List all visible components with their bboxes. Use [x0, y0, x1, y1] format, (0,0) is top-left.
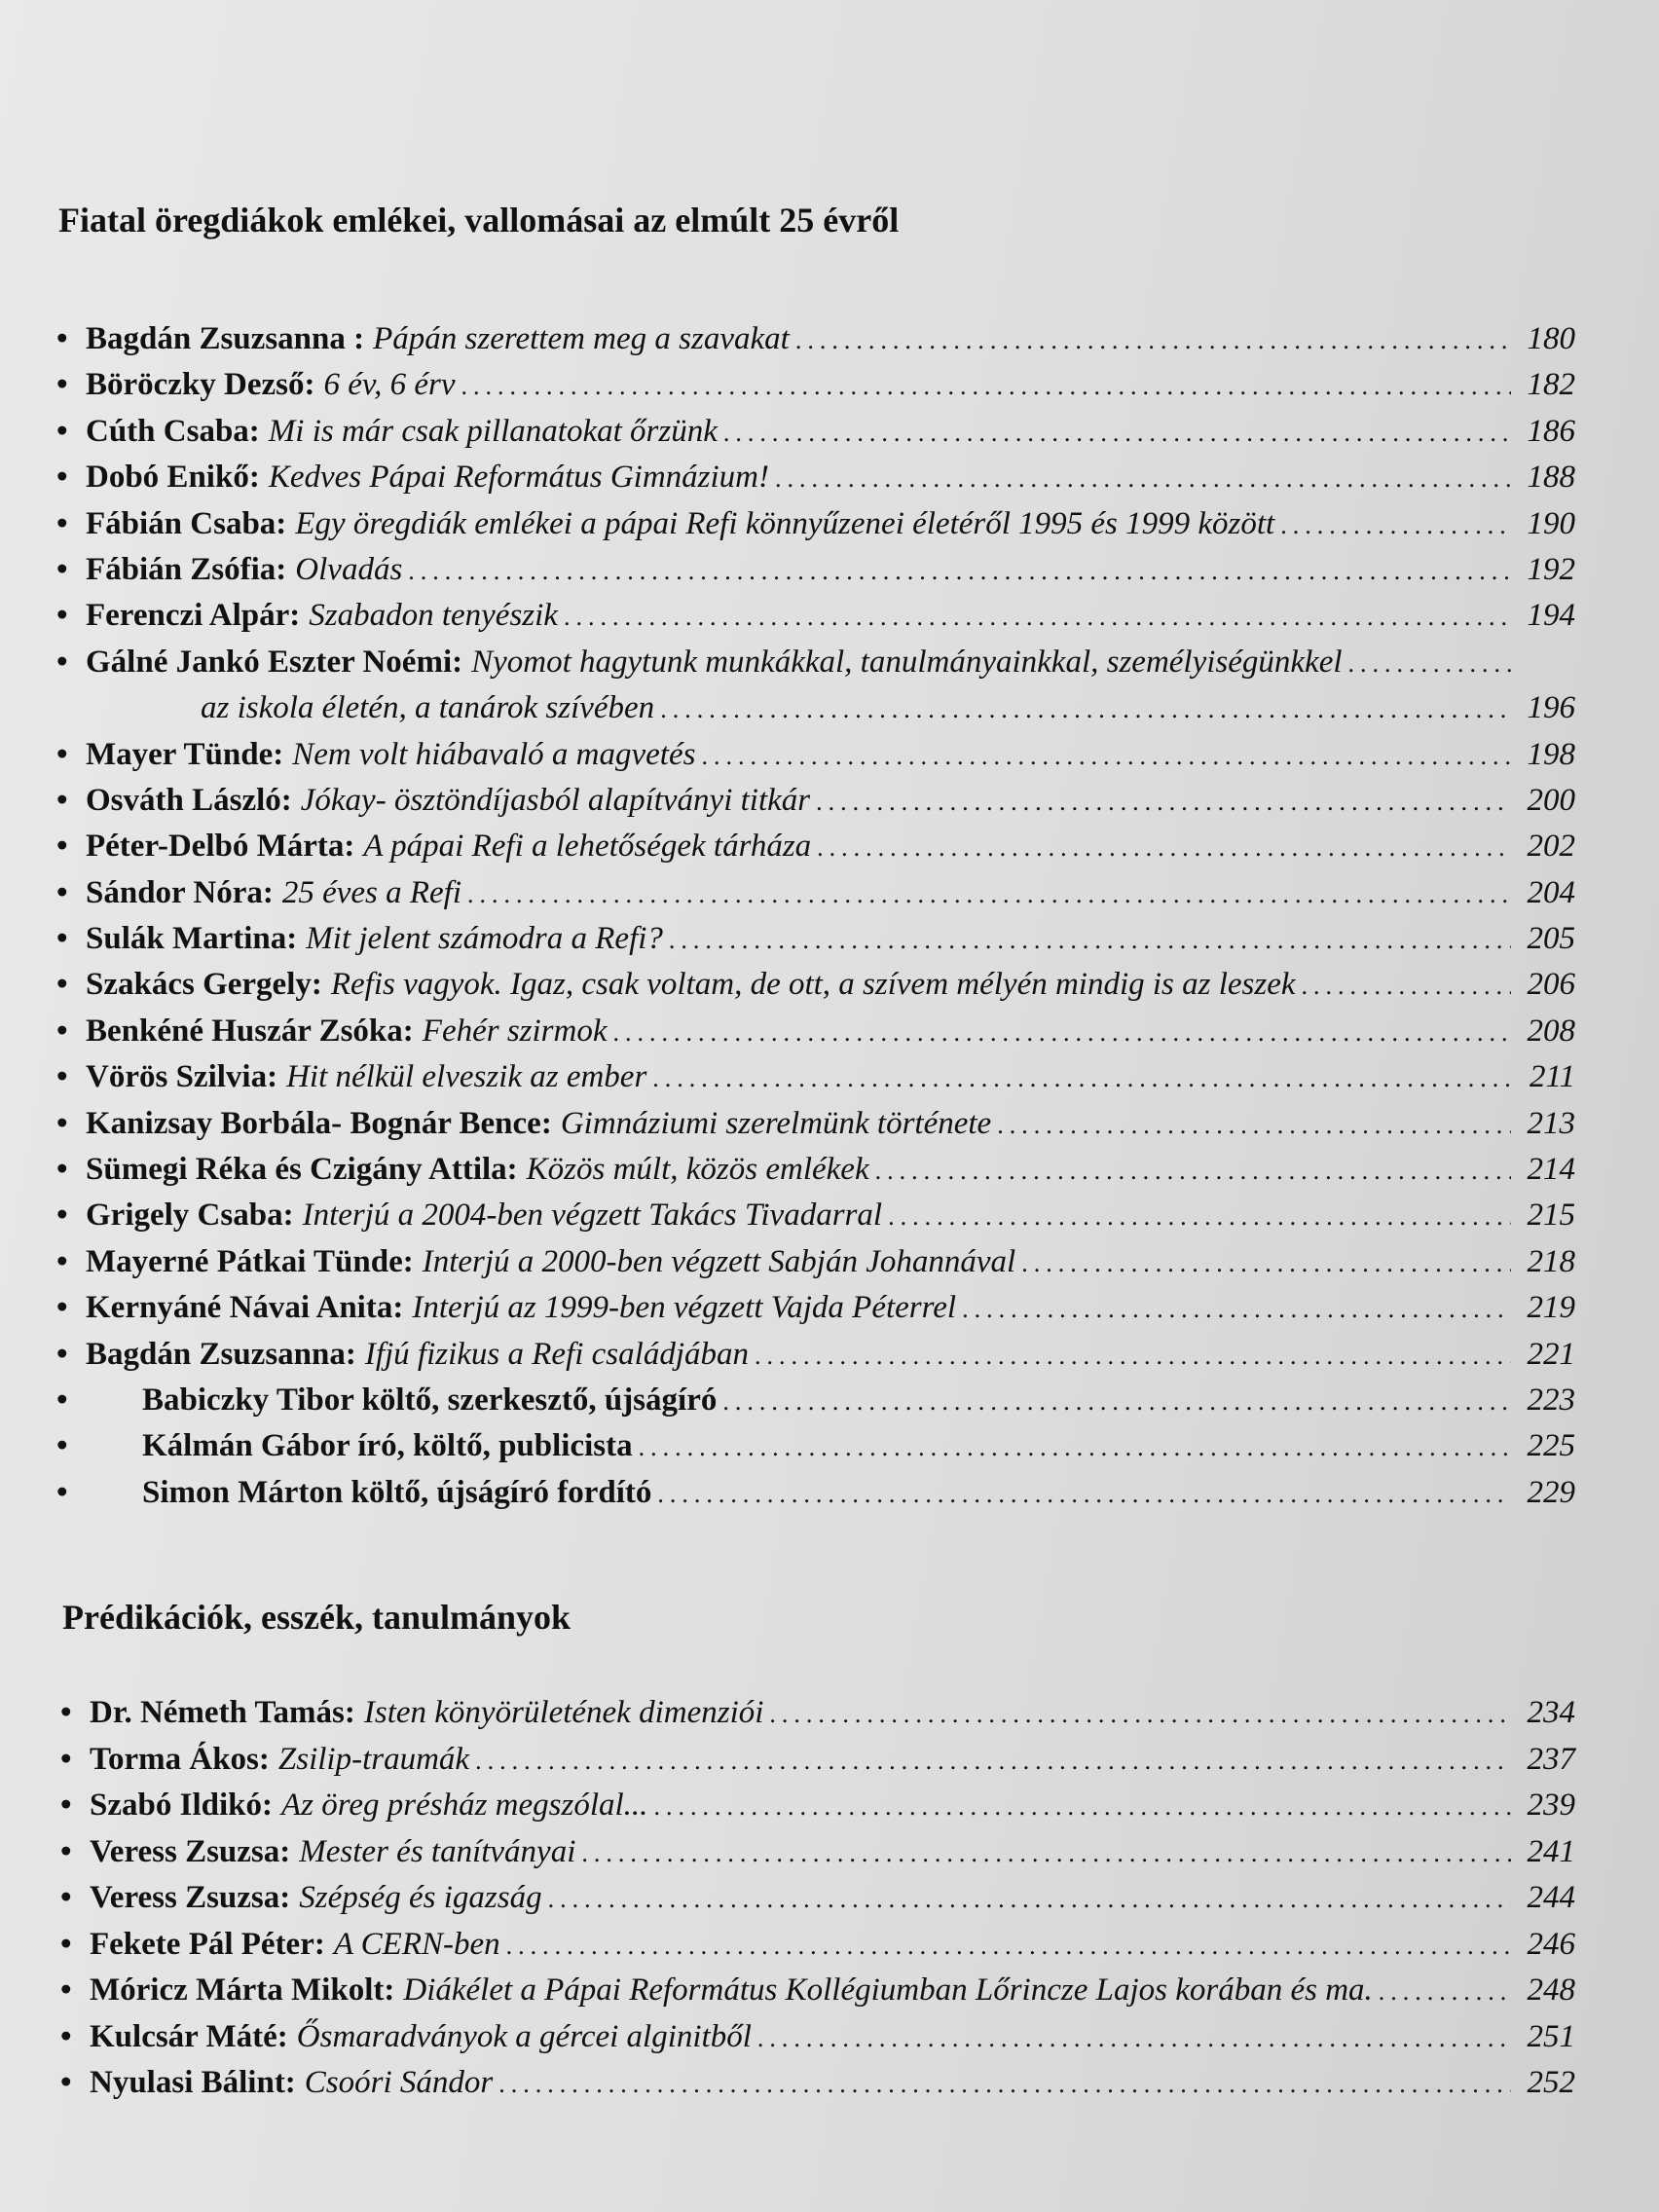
bullet: • [56, 782, 68, 818]
bullet: • [56, 1152, 68, 1188]
bullet: • [56, 874, 68, 910]
page-number: 182 [1527, 367, 1575, 403]
bullet: • [56, 1474, 68, 1510]
entry-author: Sulák Martina: [86, 921, 298, 957]
page-number: 180 [1527, 321, 1575, 356]
entry-author: Mayerné Pátkai Tünde: [86, 1243, 414, 1279]
entry-author: Sándor Nóra: [86, 874, 274, 910]
entry-title: Gimnáziumi szerelmünk története [560, 1105, 992, 1141]
page-number: 186 [1527, 413, 1575, 449]
page-number: 206 [1527, 967, 1575, 1003]
dot-leader [639, 1424, 1511, 1470]
dot-leader [564, 594, 1511, 640]
dot-leader [660, 686, 1511, 732]
entry-title: Egy öregdiák emlékei a pápai Refi könnyűzenei életéről 1995 és 1999 között [295, 505, 1275, 541]
entry-title: Közös múlt, közös emlékek [526, 1152, 869, 1188]
dot-leader [498, 2061, 1511, 2107]
bullet: • [56, 1105, 68, 1141]
bullet: • [56, 413, 68, 449]
page-number: 194 [1527, 598, 1575, 634]
entry-title: Csoóri Sándor [304, 2065, 494, 2100]
toc-entry [56, 362, 1575, 408]
entry-author: Péter-Delbó Márta: [86, 829, 355, 865]
page-number: 205 [1527, 921, 1575, 957]
entry-author: Gálné Jankó Eszter Noémi: [86, 644, 463, 680]
entry-author: Benkéné Huszár Zsóka: [86, 1013, 414, 1049]
entry-author: Cúth Csaba: [86, 413, 260, 449]
bullet: • [56, 321, 68, 356]
entry-title: Az öreg présház megszólal... [280, 1788, 648, 1823]
page-number: 214 [1527, 1152, 1575, 1188]
entry-author: Dobó Enikő: [86, 460, 260, 496]
toc-entry [60, 1922, 1575, 1969]
entry-title: Nyomot hagytunk munkákkal, tanulmányainkkal, személyiségünkkel [471, 644, 1343, 680]
toc-entry [56, 1009, 1575, 1054]
entry-title: Mit jelent számodra a Refi? [306, 921, 663, 957]
bullet: • [56, 1428, 68, 1464]
bullet: • [56, 829, 68, 865]
entry-title: 25 éves a Refi [281, 874, 462, 910]
entry-author: Veress Zsuzsa: [90, 1833, 291, 1869]
entry-title: A pápai Refi a lehetőségek tárháza [363, 829, 812, 865]
toc-entry [60, 2060, 1575, 2107]
page-number: 200 [1527, 782, 1575, 818]
bullet: • [56, 644, 68, 680]
bullet: • [56, 1336, 68, 1372]
dot-leader [962, 1286, 1511, 1332]
toc-entry [56, 316, 1575, 362]
bullet: • [56, 736, 68, 772]
entry-author: Dr. Németh Tamás: [90, 1695, 355, 1730]
dot-leader [775, 456, 1511, 501]
entry-title: Fehér szirmok [422, 1013, 608, 1049]
entry-title: Mi is már csak pillanatokat őrzünk [268, 413, 718, 449]
dot-leader [652, 1055, 1511, 1101]
toc-entry [60, 2014, 1575, 2061]
entry-title: Hit nélkül elveszik az ember [286, 1059, 647, 1095]
toc-entry [56, 685, 1575, 731]
bullet: • [56, 967, 68, 1003]
dot-leader [581, 1830, 1511, 1876]
bullet: • [60, 1695, 72, 1730]
toc-entry [56, 1101, 1575, 1147]
entry-author: Bagdán Zsuzsanna: [86, 1336, 356, 1372]
entry-author: Kernyáné Návai Anita: [86, 1290, 404, 1326]
toc-entry [56, 732, 1575, 778]
entry-author: Torma Ákos: [90, 1741, 270, 1777]
toc-entry [56, 409, 1575, 455]
dot-leader [653, 1784, 1511, 1829]
page-number: 190 [1527, 505, 1575, 541]
page-number: 221 [1527, 1336, 1575, 1372]
page-number: 229 [1527, 1474, 1575, 1510]
entry-title: Szépség és igazság [299, 1880, 542, 1915]
entry-author: Szabó Ildikó: [90, 1788, 273, 1823]
toc-list [60, 1690, 1575, 2107]
entry-title: Interjú a 2000-ben végzett Sabján Johannával [422, 1243, 1016, 1279]
bullet: • [56, 1382, 68, 1418]
entry-author: Vörös Szilvia: [86, 1059, 278, 1095]
bullet: • [56, 505, 68, 541]
page-number: 223 [1527, 1382, 1575, 1418]
page-number: 246 [1527, 1926, 1575, 1962]
toc-entry [60, 1829, 1575, 1876]
entry-author: Babiczky Tibor költő, szerkesztő, újságíró [142, 1382, 718, 1418]
dot-leader [875, 1148, 1511, 1194]
page-number: 251 [1527, 2018, 1575, 2054]
dot-leader [613, 1010, 1512, 1055]
toc-entry [56, 1285, 1575, 1331]
bullet: • [60, 2065, 72, 2100]
toc-entry [56, 1147, 1575, 1193]
entry-title: Zsilip-traumák [277, 1741, 470, 1777]
toc-entry [56, 501, 1575, 547]
page-number: 252 [1527, 2065, 1575, 2100]
entry-author: Fábián Csaba: [86, 505, 287, 541]
toc-entry [56, 1054, 1575, 1100]
entry-author: Osváth László: [86, 782, 292, 818]
toc-entry [56, 778, 1575, 824]
toc-entry [56, 1193, 1575, 1238]
page-number: 244 [1527, 1880, 1575, 1915]
entry-author: Fekete Pál Péter: [90, 1926, 325, 1962]
dot-leader [723, 410, 1511, 456]
entry-author: Veress Zsuzsa: [90, 1880, 291, 1915]
dot-leader [548, 1876, 1511, 1922]
toc-entry [56, 455, 1575, 500]
toc-entry [60, 1690, 1575, 1737]
toc-entry [56, 916, 1575, 962]
dot-leader [755, 1333, 1511, 1379]
toc-entry [56, 1423, 1575, 1469]
bullet: • [60, 1833, 72, 1869]
page-number: 213 [1527, 1105, 1575, 1141]
entry-title: Kedves Pápai Református Gimnázium! [268, 460, 770, 496]
bullet: • [56, 551, 68, 587]
dot-leader [1379, 1969, 1511, 2014]
page-number: 234 [1527, 1695, 1575, 1730]
dot-leader [701, 733, 1511, 779]
toc-entry [56, 870, 1575, 916]
toc-entry [56, 547, 1575, 593]
entry-title: Olvadás [295, 551, 403, 587]
dot-leader [461, 363, 1512, 409]
entry-title: 6 év, 6 érv [323, 367, 456, 403]
entry-title: Isten könyörületének dimenziói [363, 1695, 764, 1730]
dot-leader [1348, 641, 1511, 686]
section-title: Fiatal öregdiákok emlékei, vallomásai az elmúlt 25 évről [58, 201, 900, 240]
page-number: 208 [1527, 1013, 1575, 1049]
entry-title: Jókay- ösztöndíjasból alapítványi titkár [300, 782, 811, 818]
entry-author: Grigely Csaba: [86, 1198, 294, 1234]
bullet: • [56, 1059, 68, 1095]
toc-entry [60, 1968, 1575, 2014]
bullet: • [56, 460, 68, 496]
bullet: • [60, 1788, 72, 1823]
section-title: Prédikációk, esszék, tanulmányok [62, 1598, 571, 1637]
dot-leader [816, 779, 1511, 825]
toc-entry [56, 1378, 1575, 1423]
page-number: 202 [1527, 829, 1575, 865]
dot-leader [467, 871, 1511, 917]
entry-author: Kulcsár Máté: [90, 2018, 288, 2054]
page-number: 215 [1527, 1198, 1575, 1234]
entry-author: Kálmán Gábor író, költő, publicista [142, 1428, 633, 1464]
page-number: 241 [1527, 1833, 1575, 1869]
dot-leader [408, 548, 1511, 594]
page-number: 188 [1527, 460, 1575, 496]
page-number: 239 [1527, 1788, 1575, 1823]
entry-title: Ifjú fizikus a Refi családjában [364, 1336, 749, 1372]
bullet: • [60, 1926, 72, 1962]
bullet: • [60, 1972, 72, 2008]
dot-leader [817, 825, 1511, 870]
toc-entry [60, 1783, 1575, 1829]
bullet: • [56, 367, 68, 403]
toc-entry [56, 824, 1575, 869]
page-number: 196 [1527, 690, 1575, 726]
entry-author: Szakács Gergely: [86, 967, 322, 1003]
dot-leader [1021, 1240, 1511, 1286]
bullet: • [60, 1880, 72, 1915]
dot-leader [997, 1102, 1511, 1148]
entry-title: Refis vagyok. Igaz, csak voltam, de ott, a szívem mélyén mindig is az leszek [330, 967, 1296, 1003]
bullet: • [56, 921, 68, 957]
dot-leader [506, 1923, 1511, 1969]
entry-author: Bagdán Zsuzsanna : [86, 321, 365, 356]
dot-leader [1280, 502, 1511, 548]
bullet: • [56, 598, 68, 634]
entry-title: Mester és tanítványai [299, 1833, 576, 1869]
page-number: 198 [1527, 736, 1575, 772]
entry-author: Mayer Tünde: [86, 736, 284, 772]
page-number: 204 [1527, 874, 1575, 910]
entry-title: Ősmaradványok a gércei alginitből [296, 2018, 752, 2054]
bullet: • [56, 1013, 68, 1049]
dot-leader [669, 917, 1511, 963]
page-number: 219 [1527, 1290, 1575, 1326]
bullet: • [60, 1741, 72, 1777]
dot-leader [1302, 963, 1511, 1009]
dot-leader [722, 1379, 1511, 1424]
entry-author: Ferenczi Alpár: [86, 598, 301, 634]
bullet: • [56, 1290, 68, 1326]
dot-leader [757, 2015, 1511, 2061]
toc-entry [56, 1332, 1575, 1378]
bullet: • [56, 1198, 68, 1234]
toc-entry [60, 1875, 1575, 1922]
toc-entry [56, 593, 1575, 639]
page-number: 248 [1527, 1972, 1575, 2008]
page-number: 237 [1527, 1741, 1575, 1777]
dot-leader [657, 1471, 1511, 1517]
toc-list [56, 316, 1575, 1516]
toc-entry [60, 1737, 1575, 1784]
entry-author: Fábián Zsófia: [86, 551, 287, 587]
toc-entry [56, 640, 1575, 685]
page-number: 218 [1527, 1243, 1575, 1279]
entry-author: Simon Márton költő, újságíró fordító [142, 1474, 652, 1510]
dot-leader [888, 1194, 1511, 1239]
toc-entry [56, 1239, 1575, 1285]
entry-title: Diákélet a Pápai Református Kollégiumban Lőrincze Lajos korában és ma. [403, 1972, 1373, 2008]
page-number: 211 [1529, 1059, 1575, 1095]
dot-leader [795, 317, 1511, 363]
dot-leader [475, 1738, 1511, 1784]
page-number: 225 [1527, 1428, 1575, 1464]
dot-leader [769, 1691, 1511, 1737]
entry-title: az iskola életén, a tanárok szívében [201, 690, 655, 726]
entry-author: Sümegi Réka és Czigány Attila: [86, 1152, 518, 1188]
entry-title: Pápán szerettem meg a szavakat [373, 321, 790, 356]
entry-author: Böröczky Dezső: [86, 367, 315, 403]
entry-author: Móricz Márta Mikolt: [90, 1972, 395, 2008]
entry-title: A CERN-ben [333, 1926, 500, 1962]
entry-title: Interjú a 2004-ben végzett Takács Tivadarral [302, 1198, 883, 1234]
entry-title: Szabadon tenyészik [309, 598, 558, 634]
bullet: • [56, 1243, 68, 1279]
entry-author: Nyulasi Bálint: [90, 2065, 296, 2100]
entry-title: Interjú az 1999-ben végzett Vajda Péterrel [412, 1290, 957, 1326]
bullet: • [60, 2018, 72, 2054]
page-number: 192 [1527, 551, 1575, 587]
toc-entry [56, 1470, 1575, 1516]
entry-author: Kanizsay Borbála- Bognár Bence: [86, 1105, 552, 1141]
toc-entry [56, 962, 1575, 1008]
entry-title: Nem volt hiábavaló a magvetés [292, 736, 696, 772]
